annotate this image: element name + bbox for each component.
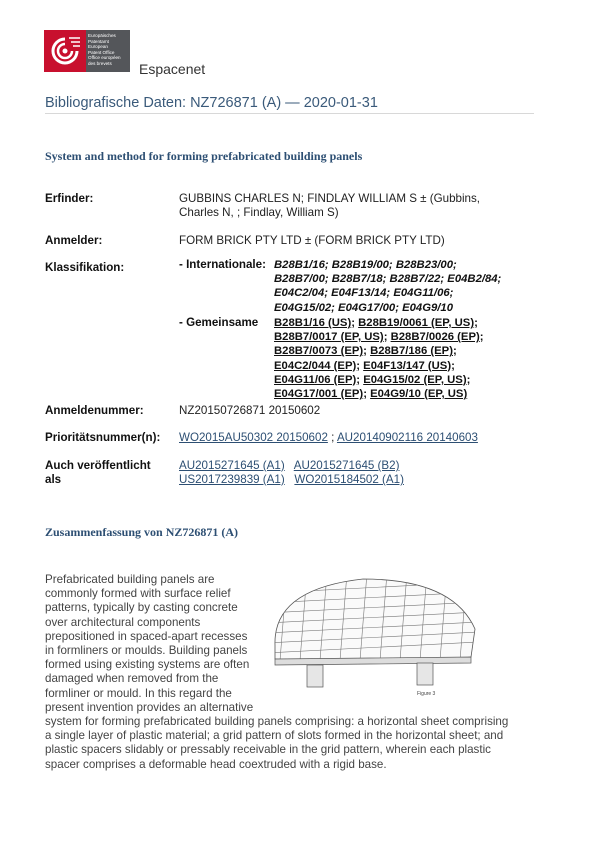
priority-label: Prioritätsnummer(n): (45, 431, 161, 444)
logo-line: des brevets (88, 60, 112, 66)
logo-line: Patentamt (88, 38, 109, 44)
cpc-line: B28B7/0073 (EP); B28B7/186 (EP); (274, 345, 457, 358)
classification-label: Klassifikation: (45, 261, 125, 274)
epo-logo-mark (44, 30, 86, 72)
classification-line: B28B7/00; B28B7/18; B28B7/22; E04B2/84; (274, 273, 502, 286)
priority-link[interactable]: AU20140902116 20140603 (336, 431, 478, 444)
brand-name: Espacenet (139, 61, 206, 77)
cpc-line: E04G11/06 (EP); E04G15/02 (EP, US); (274, 373, 471, 386)
cpc-link[interactable]: B28B19/0061 (EP, US) (358, 317, 475, 329)
epo-logo-text (86, 30, 130, 72)
classification-line: E04C2/04; E04F13/14; E04G11/06; (274, 287, 454, 300)
cpc-link[interactable]: B28B7/0017 (EP, US) (274, 331, 384, 344)
cooperative-label: - Gemeinsame (179, 316, 259, 329)
publication-link[interactable]: AU2015271645 (B2) (293, 459, 400, 472)
patent-figure (267, 573, 515, 699)
also-published-label-line: Auch veröffentlicht (45, 459, 151, 472)
inventor-line: Charles N, ; Findlay, William S) (179, 206, 339, 219)
cpc-link[interactable]: B28B7/0073 (EP) (274, 345, 364, 358)
cpc-line: E04G17/001 (EP); E04G9/10 (EP, US) (274, 388, 468, 401)
international-label: - Internationale: (179, 258, 266, 271)
publication-link[interactable]: AU2015271645 (A1) (179, 459, 285, 472)
inventor-label: Erfinder: (45, 192, 94, 205)
also-published-line (179, 459, 404, 473)
summary-heading: Zusammenfassung von NZ726871 (A) (45, 525, 239, 539)
publication-link[interactable]: WO2015184502 (A1) (294, 473, 404, 486)
cooperative-codes (274, 316, 544, 401)
also-published-label-line: als (45, 473, 62, 486)
cpc-line: E04C2/044 (EP); E04F13/147 (US); (274, 359, 455, 372)
document-title: System and method for forming prefabricated building panels (45, 149, 363, 163)
application-number-value: NZ20150726871 20150602 (179, 404, 321, 417)
abstract-text: Prefabricated building panels are commonly formed with surface relief patterns, typically by casting concrete over architectural components prepositioned in spaced-apart recesses in formliners or moulds. Building panels formed using existing systems are often damaged when removed from the formliner or mould. In this regard the present invention provides an alternative system for forming prefabricated building panels comprising: a horizontal sheet comprising a single layer of plastic material; a grid pattern of slots formed in the horizontal sheet; and plastic spacers slidably or pressably receivable in the grid pattern, wherein each plastic spacer comprises a deformable head coextruded with a rigid base. (45, 573, 509, 771)
classification-line: B28B1/16; B28B19/00; B28B23/00; (274, 259, 457, 271)
applicant-value: FORM BRICK PTY LTD ± (FORM BRICK PTY LTD) (179, 234, 445, 247)
epo-logo (44, 30, 130, 72)
cpc-link[interactable]: E04F13/147 (US) (363, 359, 452, 372)
epo-swirl-icon (44, 30, 86, 72)
cpc-link[interactable]: B28B1/16 (US) (274, 317, 352, 329)
inventor-line: GUBBINS CHARLES N; FINDLAY WILLIAM S ± (Gubbins, (179, 192, 481, 205)
cpc-line: B28B1/16 (US); B28B19/0061 (EP, US); (274, 317, 478, 329)
cpc-link[interactable]: E04G9/10 (EP, US) (370, 388, 468, 401)
logo-line: Office européen (88, 55, 121, 61)
applicant-label: Anmelder: (45, 234, 103, 247)
figure-caption: Figure 3 (417, 691, 436, 697)
also-published-value (179, 459, 404, 487)
cpc-link[interactable]: E04C2/044 (EP) (274, 359, 357, 372)
also-published-line (179, 473, 404, 487)
priority-link[interactable]: WO2015AU50302 20150602 (179, 431, 328, 444)
logo-line: European (88, 44, 108, 50)
publication-link[interactable]: US2017239839 (A1) (179, 473, 285, 486)
cpc-link[interactable]: B28B7/186 (EP) (370, 345, 453, 358)
also-published-label (45, 459, 151, 487)
logo-line: Europäisches (88, 33, 116, 38)
abstract-section (45, 573, 515, 772)
cpc-link[interactable]: B28B7/0026 (EP) (390, 331, 480, 344)
panel-drawing-figure (267, 573, 515, 699)
title-divider (45, 113, 534, 114)
cpc-link[interactable]: E04G17/001 (EP) (274, 388, 364, 401)
inventor-value (179, 192, 480, 220)
cpc-line: B28B7/0017 (EP, US); B28B7/0026 (EP); (274, 331, 484, 344)
cpc-link[interactable]: E04G11/06 (EP) (274, 373, 357, 386)
page-title: Bibliografische Daten: NZ726871 (A) ― 2020-01-31 (45, 95, 378, 111)
priority-value (179, 431, 478, 445)
logo-line: Patent Office (88, 49, 115, 55)
international-codes (274, 258, 544, 315)
priority-separator: ; (327, 431, 337, 444)
application-number-label: Anmeldenummer: (45, 404, 144, 417)
classification-line: E04G15/02; E04G17/00; E04G9/10 (274, 301, 453, 314)
cpc-link[interactable]: E04G15/02 (EP, US) (363, 373, 467, 386)
